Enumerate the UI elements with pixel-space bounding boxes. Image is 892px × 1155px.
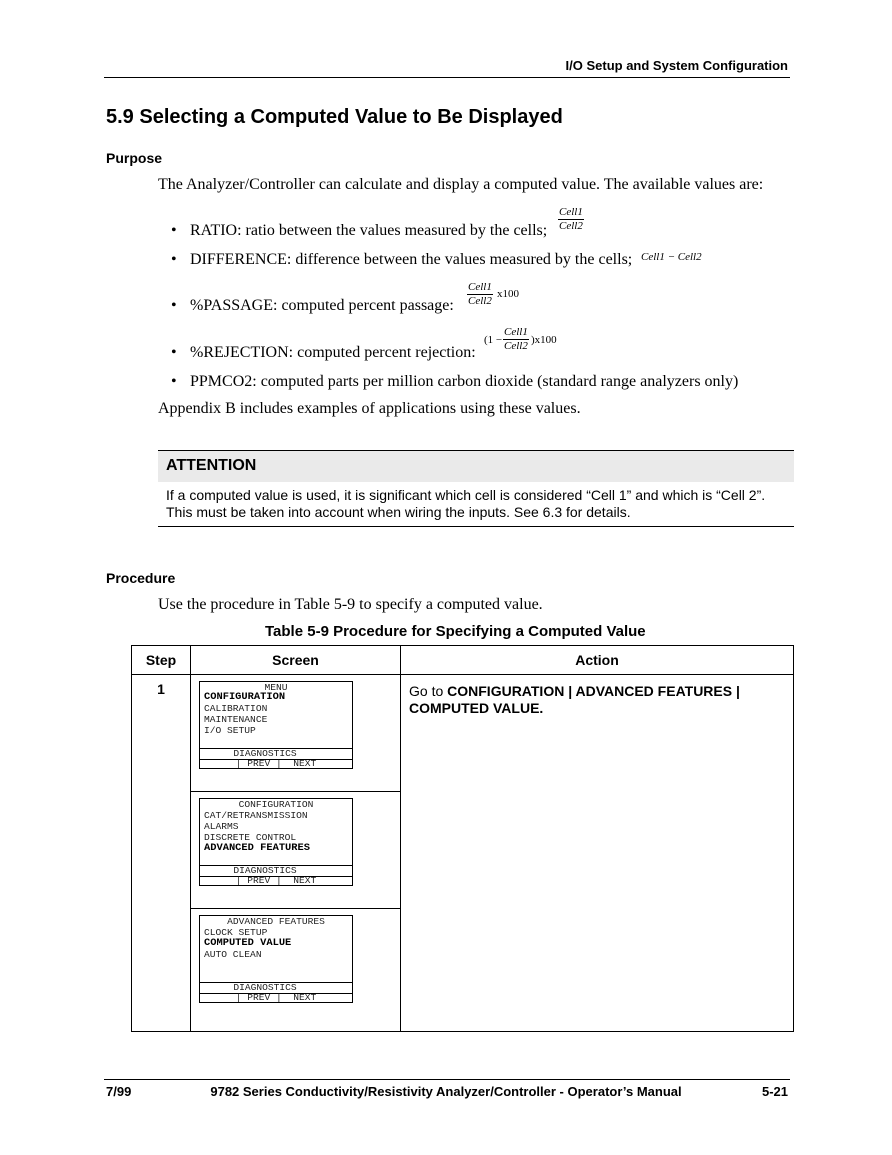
- lcd-item: MAINTENANCE: [204, 714, 268, 725]
- bullet-icon: •: [171, 297, 177, 314]
- header-rule: [104, 77, 790, 78]
- bullet-icon: •: [171, 251, 177, 268]
- formula-denominator: Cell2: [504, 340, 528, 352]
- bullet-icon: •: [171, 222, 177, 239]
- lcd-item-highlighted: COMPUTED VALUE: [204, 937, 292, 949]
- action-prefix: Go to: [409, 683, 448, 699]
- formula-denominator: Cell2: [468, 295, 492, 307]
- bullet-ppmco2: [171, 373, 738, 391]
- attention-header: [158, 451, 794, 482]
- lcd-nav: | PREV | NEXT: [235, 992, 317, 1003]
- lcd-screen: [199, 915, 353, 1003]
- bullet-text: PPMCO2: computed parts per million carbon dioxide (standard range analyzers only): [190, 373, 739, 390]
- action-cell: [401, 675, 794, 1032]
- table-caption: Table 5-9 Procedure for Specifying a Computed Value: [265, 623, 646, 640]
- lcd-status: DIAGNOSTICS: [233, 982, 297, 993]
- bullet-ratio: [171, 222, 547, 240]
- bullet-rejection: [171, 344, 476, 362]
- lcd-title: MENU: [264, 682, 288, 693]
- formula-numerator: Cell1: [468, 281, 492, 293]
- lcd-item: AUTO CLEAN: [204, 949, 262, 960]
- bullet-icon: •: [171, 373, 177, 390]
- difference-formula: Cell1 − Cell2: [641, 251, 702, 263]
- bullet-text: %REJECTION: computed percent rejection:: [190, 344, 476, 361]
- lcd-title: ADVANCED FEATURES: [227, 916, 325, 927]
- lcd-item: CALIBRATION: [204, 703, 268, 714]
- procedure-intro: Use the procedure in Table 5-9 to specify a computed value.: [158, 596, 543, 613]
- lcd-nav: | PREV | NEXT: [235, 875, 317, 886]
- attention-text: If a computed value is used, it is significant which cell is considered “Cell 1” and which is “Cell 2”. This must be taken into account when wiring the inputs. See 6.3 for details.: [166, 487, 766, 520]
- appendix-note: Appendix B includes examples of applications using these values.: [158, 400, 581, 417]
- purpose-heading: Purpose: [106, 150, 163, 166]
- table-row: [132, 675, 794, 1032]
- bullet-text: DIFFERENCE: difference between the values measured by the cells;: [190, 251, 633, 268]
- bullet-icon: •: [171, 344, 177, 361]
- lcd-item: CAT/RETRANSMISSION: [204, 810, 308, 821]
- lcd-status: DIAGNOSTICS: [233, 748, 297, 759]
- rejection-formula-suffix: )x100: [531, 334, 557, 346]
- lcd-title: CONFIGURATION: [238, 799, 314, 810]
- lcd-status: DIAGNOSTICS: [233, 865, 297, 876]
- screen-slot-configuration: [191, 792, 400, 909]
- ratio-formula: [558, 206, 584, 233]
- header-action: Action: [401, 646, 794, 675]
- attention-heading: ATTENTION: [166, 457, 257, 474]
- purpose-intro: The Analyzer/Controller can calculate and display a computed value. The available values are:: [158, 176, 764, 193]
- lcd-item-highlighted: CONFIGURATION: [204, 691, 286, 703]
- lcd-screen: [199, 798, 353, 886]
- table-header-row: [132, 646, 794, 675]
- screen-slot-menu: [191, 675, 400, 792]
- bullet-difference: [171, 251, 632, 269]
- screen-cell: [191, 675, 401, 1032]
- lcd-item: ALARMS: [204, 821, 239, 832]
- attention-box: [158, 450, 794, 527]
- footer-date: 7/99: [106, 1084, 132, 1099]
- procedure-table: [131, 645, 794, 1032]
- header-step: Step: [132, 646, 191, 675]
- procedure-heading: Procedure: [106, 570, 176, 586]
- running-header: I/O Setup and System Configuration: [565, 58, 788, 73]
- formula-numerator: Cell1: [504, 326, 528, 338]
- bullet-text: RATIO: ratio between the values measured by the cells;: [190, 222, 548, 239]
- lcd-nav: | PREV | NEXT: [235, 758, 317, 769]
- section-title: 5.9 Selecting a Computed Value to Be Displayed: [106, 106, 563, 128]
- lcd-item-highlighted: ADVANCED FEATURES: [204, 842, 311, 854]
- step-number: 1: [132, 675, 191, 1032]
- rejection-formula-prefix: (1 −: [484, 334, 503, 346]
- passage-formula-suffix: x100: [497, 288, 519, 300]
- header-screen: Screen: [191, 646, 401, 675]
- screen-slot-advanced-features: [191, 909, 400, 1025]
- passage-formula: [467, 281, 493, 308]
- lcd-item: CLOCK SETUP: [204, 927, 268, 938]
- action-menu-path: CONFIGURATION | ADVANCED FEATURES | COMPUTED VALUE.: [409, 683, 740, 716]
- formula-denominator: Cell2: [559, 220, 583, 232]
- bullet-text: %PASSAGE: computed percent passage:: [190, 297, 454, 314]
- lcd-item: I/O SETUP: [204, 725, 256, 736]
- rejection-formula: [503, 326, 529, 353]
- lcd-item: DISCRETE CONTROL: [204, 832, 297, 843]
- footer-rule: [104, 1079, 790, 1080]
- footer-page-number: 5-21: [761, 1084, 788, 1099]
- lcd-screen: [199, 681, 353, 769]
- footer-manual-title: 9782 Series Conductivity/Resistivity Analyzer/Controller - Operator’s Manual: [210, 1084, 682, 1099]
- bullet-passage: [171, 297, 454, 315]
- formula-numerator: Cell1: [559, 206, 583, 218]
